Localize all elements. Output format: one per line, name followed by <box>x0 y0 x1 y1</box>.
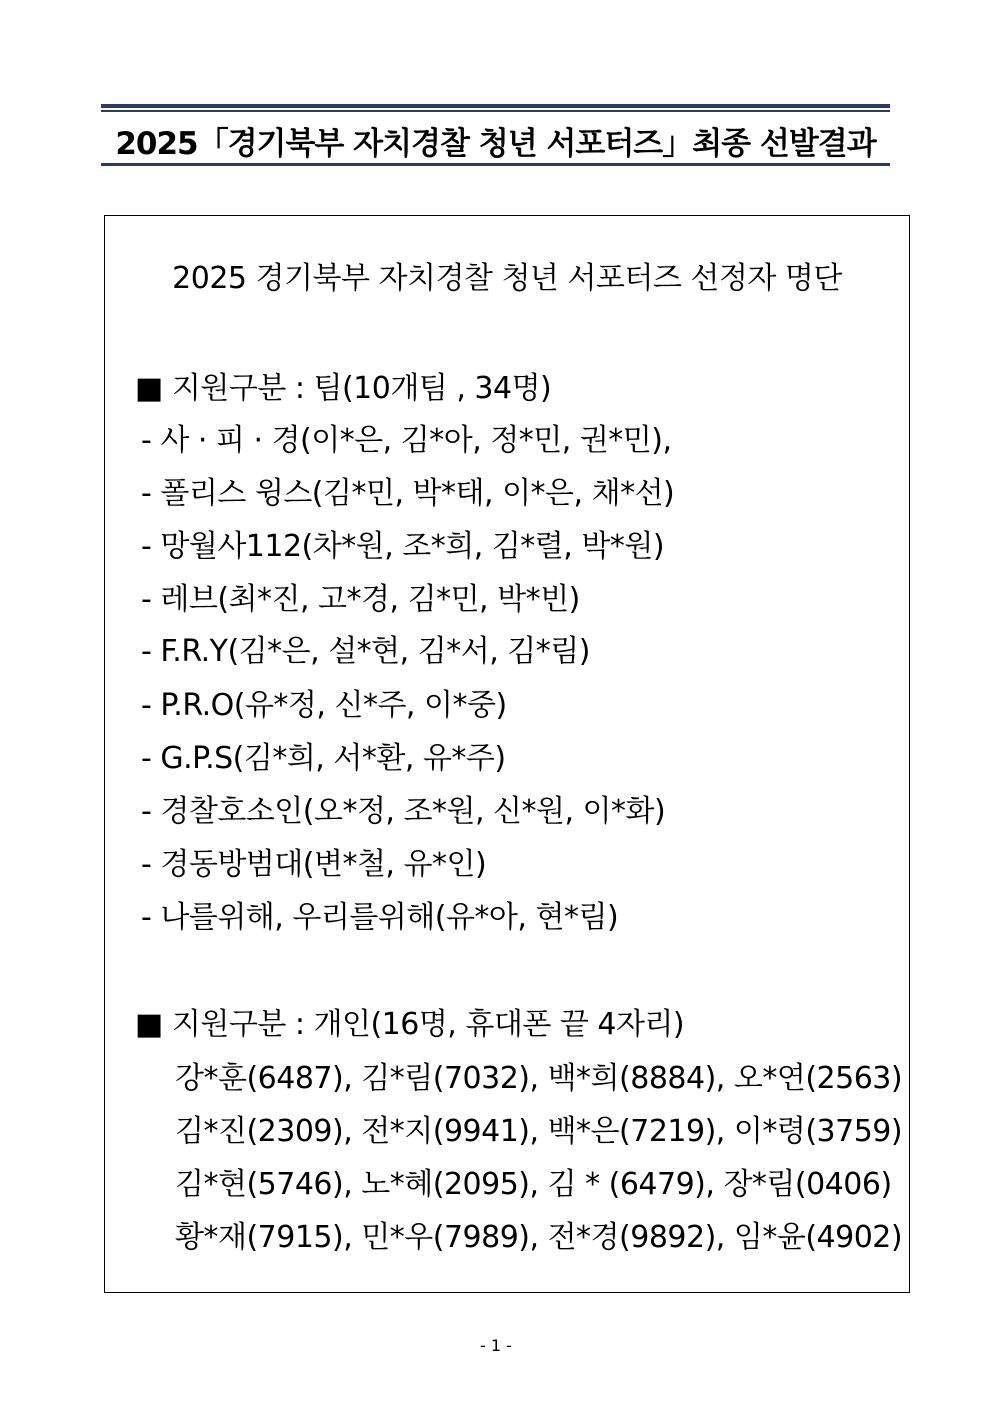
selection-list-box <box>104 215 910 1293</box>
team-item: - 망월사112(차*원, 조*희, 김*렬, 박*원) <box>141 529 665 564</box>
team-item: - 경찰호소인(오*정, 조*원, 신*원, 이*화) <box>141 794 666 829</box>
page-number: - 1 - <box>480 1336 512 1355</box>
document-title: 2025「경기북부 자치경찰 청년 서포터즈」최종 선발결과 <box>115 126 876 162</box>
document-title-bar <box>101 104 890 166</box>
team-section-heading: ■ 지원구분 : 팀(10개팀 , 34명) <box>135 371 552 406</box>
individual-row: 황*재(7915), 민*우(7989), 전*경(9892), 임*윤(4902) <box>175 1220 903 1255</box>
title-top-rule-thin <box>101 110 890 112</box>
team-item: - 레브(최*진, 고*경, 김*민, 박*빈) <box>141 582 580 617</box>
team-item: - G.P.S(김*희, 서*환, 유*주) <box>141 741 506 776</box>
individual-row: 강*훈(6487), 김*림(7032), 백*희(8884), 오*연(2563) <box>175 1061 903 1096</box>
team-item: - F.R.Y(김*은, 설*현, 김*서, 김*림) <box>141 634 590 669</box>
individual-row: 김*현(5746), 노*혜(2095), 김 * (6479), 장*림(0406) <box>175 1167 892 1202</box>
list-title: 2025 경기북부 자치경찰 청년 서포터즈 선정자 명단 <box>172 261 842 296</box>
title-bottom-rule <box>101 163 890 166</box>
team-item: - P.R.O(유*정, 신*주, 이*중) <box>141 688 507 723</box>
individual-row: 김*진(2309), 전*지(9941), 백*은(7219), 이*령(3759) <box>175 1114 903 1149</box>
title-top-rule <box>101 104 890 108</box>
team-item: - 폴리스 윙스(김*민, 박*태, 이*은, 채*선) <box>141 476 675 511</box>
team-item: - 나를위해, 우리를위해(유*아, 현*림) <box>141 900 619 935</box>
team-item: - 사 · 피 · 경(이*은, 김*아, 정*민, 권*민), <box>141 423 672 458</box>
individual-section-heading: ■ 지원구분 : 개인(16명, 휴대폰 끝 4자리) <box>135 1007 685 1042</box>
team-item: - 경동방범대(변*철, 유*인) <box>141 847 487 882</box>
